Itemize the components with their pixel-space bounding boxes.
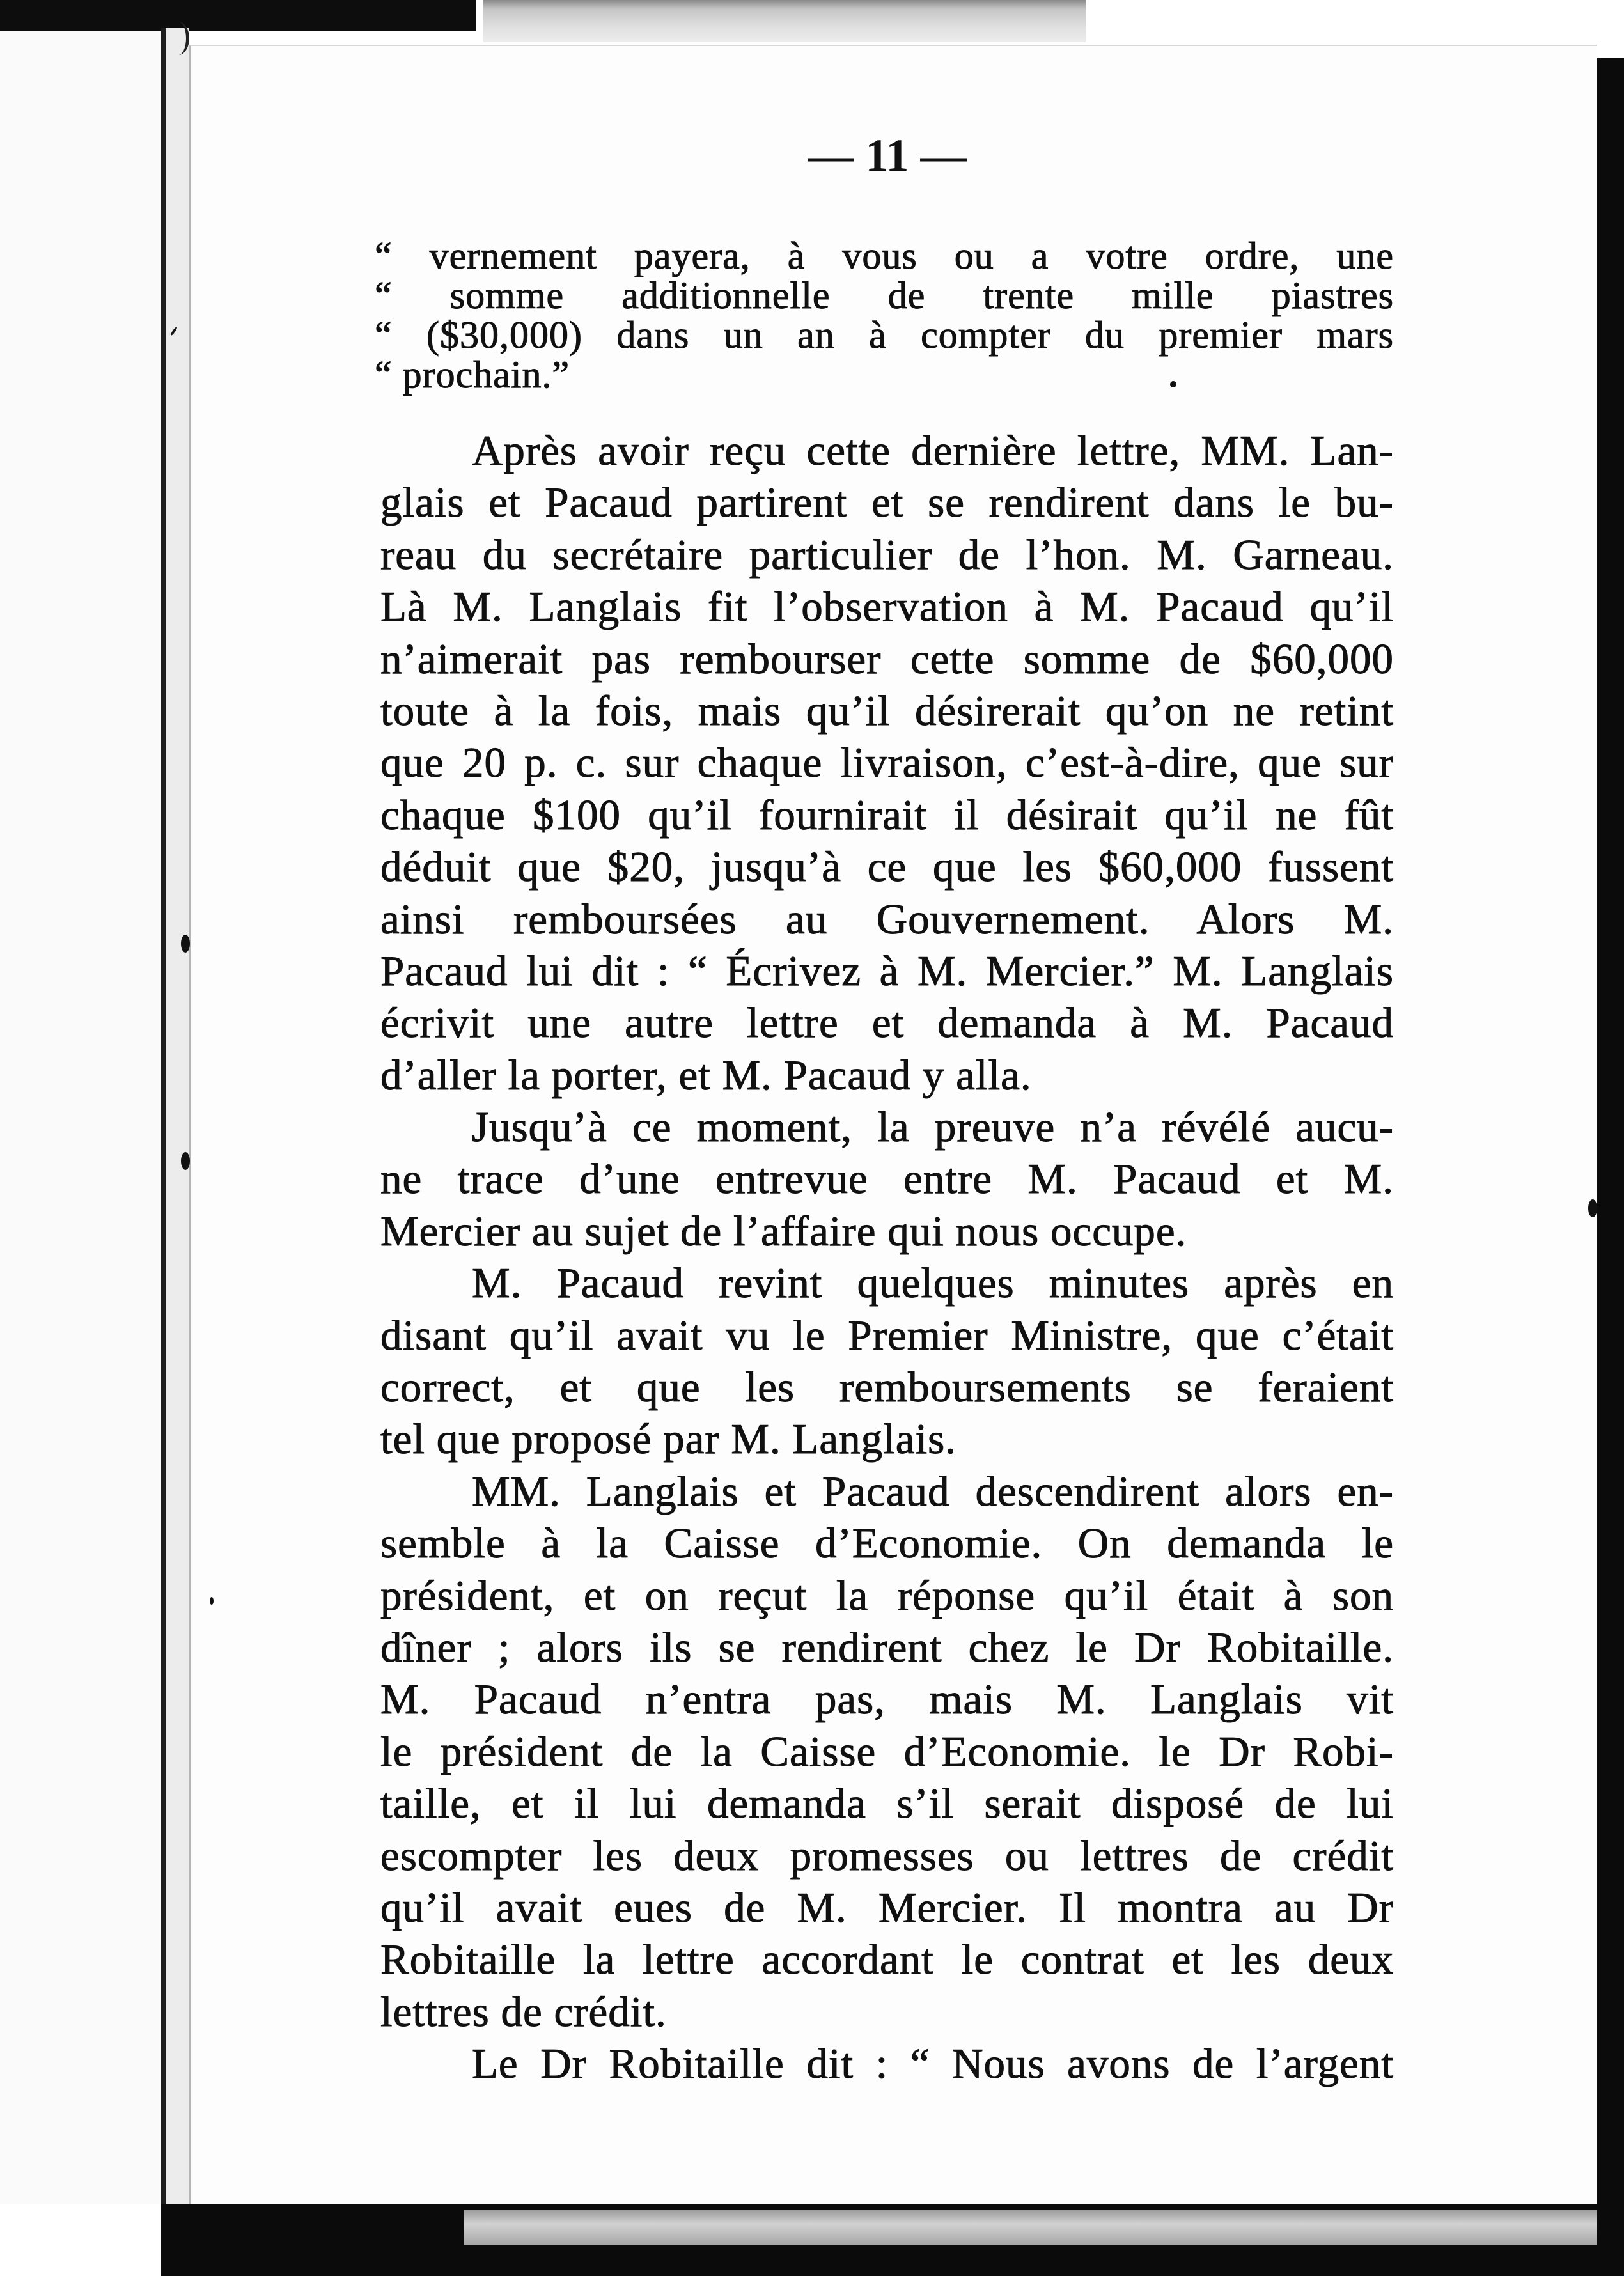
ink-speck: [210, 1597, 214, 1605]
text-line: Après avoir reçu cette dernière lettre, MM. Lan-: [472, 427, 1394, 474]
scan-paper-strip-top: [483, 0, 1086, 42]
text-line: ainsi remboursées au Gouvernement. Alors M.: [380, 895, 1394, 943]
quote-line: “ somme additionnelle de trente mille piastres: [375, 274, 1394, 316]
binding-gutter: [166, 28, 189, 2204]
ink-speck: [181, 1152, 190, 1170]
text-line: Là M. Langlais fit l’observation à M. Pacaud qu’il: [380, 583, 1394, 631]
ink-speck: [1588, 1199, 1597, 1217]
text-line: dîner ; alors ils se rendirent chez le Dr Robitaille.: [380, 1623, 1394, 1671]
text-line: disant qu’il avait vu le Premier Ministre, que c’était: [380, 1311, 1394, 1359]
text-line: escompter les deux promesses ou lettres de crédit: [380, 1832, 1394, 1880]
text-line: ne trace d’une entrevue entre M. Pacaud et M.: [380, 1155, 1394, 1203]
text-line: Pacaud lui dit : “ Écrivez à M. Mercier.” M. Langlais: [380, 947, 1394, 995]
scan-border-top: [0, 0, 476, 31]
quote-line: “ vernement payera, à vous ou a votre ordre, une: [375, 235, 1394, 277]
scan-paper-strip-bottom: [464, 2210, 1597, 2245]
binding-line: [161, 28, 166, 2204]
text-line: d’aller la porter, et M. Pacaud y alla.: [380, 1051, 1032, 1099]
text-line: M. Pacaud n’entra pas, mais M. Langlais vit: [380, 1676, 1394, 1724]
scan-border-right: [1597, 58, 1624, 2276]
text-line: M. Pacaud revint quelques minutes après en: [472, 1259, 1394, 1307]
text-line: Le Dr Robitaille dit : “ Nous avons de l’argent: [472, 2040, 1394, 2088]
text-line: toute à la fois, mais qu’il désirerait qu’on ne retint: [380, 687, 1394, 735]
text-line: Jusqu’à ce moment, la preuve n’a révélé aucu-: [472, 1103, 1394, 1151]
binding-curl: [168, 22, 189, 55]
text-line: reau du secrétaire particulier de l’hon. M. Garneau.: [380, 531, 1394, 579]
text-line: lettres de crédit.: [380, 1988, 667, 2036]
text-line: tel que proposé par M. Langlais.: [380, 1415, 956, 1463]
paragraph: [380, 1102, 1394, 1258]
paragraph: [380, 1258, 1394, 1466]
paragraph: [380, 2038, 1394, 2090]
text-line: semble à la Caisse d’Economie. On demanda le: [380, 1520, 1394, 1568]
text-line: écrivit une autre lettre et demanda à M. Pacaud: [380, 999, 1394, 1047]
body-text: [380, 425, 1394, 2091]
text-line: taille, et il lui demanda s’il serait disposé de lui: [380, 1780, 1394, 1828]
paragraph: [380, 425, 1394, 1102]
previous-page-edge: [0, 0, 161, 2204]
text-line: MM. Langlais et Pacaud descendirent alors en-: [472, 1467, 1394, 1515]
text-line: n’aimerait pas rembourser cette somme de $60,000: [380, 635, 1394, 683]
page-number-header: — 11 —: [808, 130, 967, 181]
text-line: Mercier au sujet de l’affaire qui nous occupe.: [380, 1207, 1187, 1255]
quote-line: “ prochain.”: [375, 354, 570, 396]
quote-line: “ ($30,000) dans un an à compter du premier mars: [375, 314, 1394, 356]
text-line: chaque $100 qu’il fournirait il désirait qu’il ne fût: [380, 791, 1394, 839]
text-line: glais et Pacaud partirent et se rendirent dans le bu-: [380, 479, 1394, 527]
paragraph: [380, 1466, 1394, 2038]
text-line: le président de la Caisse d’Economie. le Dr Robi-: [380, 1727, 1394, 1775]
quoted-letter: [375, 236, 1394, 394]
text-line: Robitaille la lettre accordant le contrat et les deux: [380, 1936, 1394, 1984]
ink-speck: [181, 935, 190, 953]
text-line: que 20 p. c. sur chaque livraison, c’est-à-dire, que sur: [380, 739, 1394, 787]
text-line: correct, et que les remboursements se feraient: [380, 1364, 1394, 1412]
text-line: déduit que $20, jusqu’à ce que les $60,000 fussent: [380, 843, 1394, 891]
text-line: président, et on reçut la réponse qu’il était à son: [380, 1571, 1394, 1619]
text-line: qu’il avait eues de M. Mercier. Il montra au Dr: [380, 1883, 1394, 1931]
